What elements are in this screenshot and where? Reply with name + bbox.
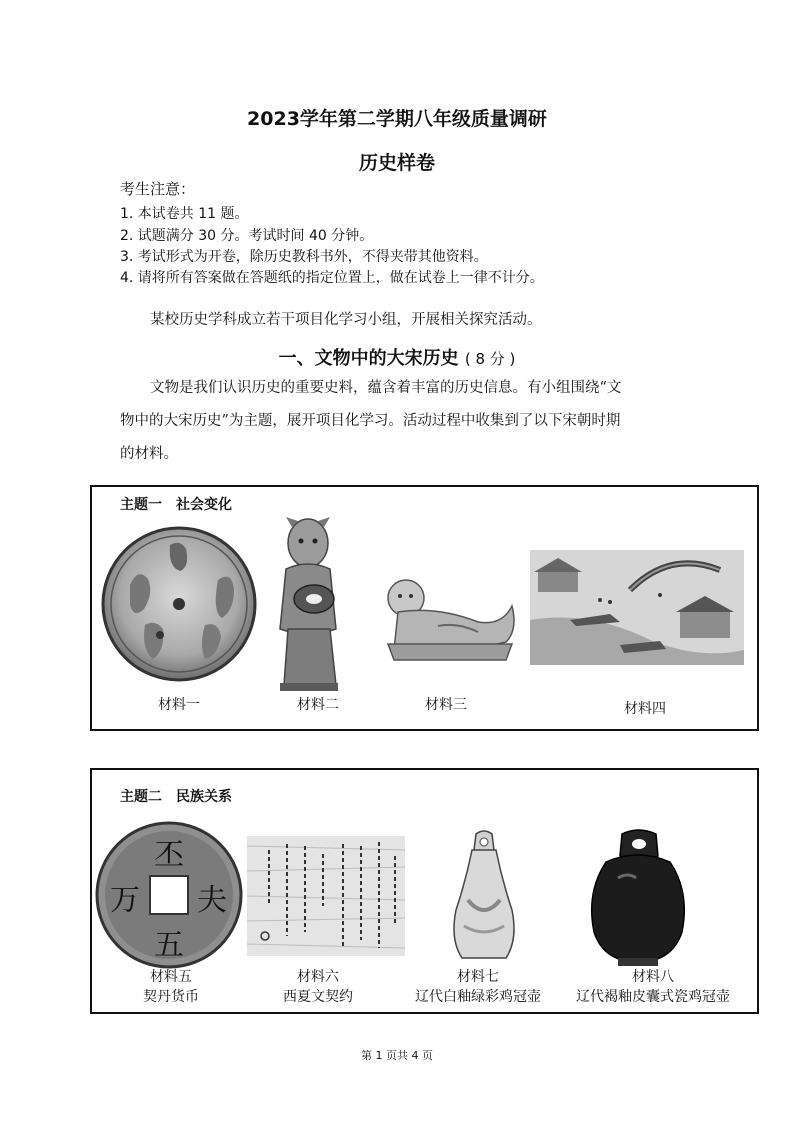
material6-desc: 西夏文契约 [283,989,353,1005]
coin-char-top: 丕 [154,838,184,873]
notice-heading: 考生注意： [120,180,196,198]
material6-caption [238,967,398,1007]
material2-caption: 材料二 [297,697,339,713]
theme2-title: 主题二 民族关系 [120,789,232,805]
page-subtitle: 历史样卷 [358,152,435,174]
material3-porcelain-pillow-image [378,572,520,664]
notice-item: 4. 请将所有答案做在答题纸的指定位置上，做在试卷上一律不计分。 [120,270,544,286]
page-title: 2023学年第二学期八年级质量调研 [247,108,547,130]
section-paragraph-line: 的材料。 [120,446,178,462]
section-title-text: 一、文物中的大宋历史 [278,348,459,369]
section-paragraph-line: 物中的大宋历史”为主题，展开项目化学习。活动过程中收集到了以下宋朝时期 [120,413,621,429]
material4-riverside-painting-image [530,550,744,665]
coin-char-left: 万 [110,883,140,918]
material6-label: 材料六 [297,969,339,985]
material4-caption: 材料四 [624,701,666,717]
notice-item: 1. 本试卷共 11 题。 [120,206,249,222]
intro-paragraph: 某校历史学科成立若干项目化学习小组，开展相关探究活动。 [150,312,542,328]
material7-white-glaze-pot-image [450,830,518,962]
material5-caption [91,967,251,1007]
material7-desc: 辽代白釉绿彩鸡冠壶 [415,989,541,1005]
page-number: 第 1 页共 4 页 [361,1049,433,1062]
material7-caption [398,967,558,1007]
material6-xixia-contract-image [247,836,405,956]
notice-item: 3. 考试形式为开卷，除历史教科书外，不得夹带其他资料。 [120,249,488,265]
section-points: ( 8 分 ) [464,350,516,368]
theme1-title: 主题一 社会变化 [120,497,232,513]
section-paragraph-line: 文物是我们认识历史的重要史料，蕴含着丰富的历史信息。有小组围绕“文 [150,380,622,396]
material3-caption: 材料三 [425,697,467,713]
material5-label: 材料五 [150,969,192,985]
material1-bronze-mirror-image [100,525,258,683]
coin-char-right: 夫 [197,883,227,918]
coin-char-bottom: 五 [154,928,184,963]
section-title [0,344,794,370]
material8-caption [558,967,748,1007]
material5-khitan-coin-image [94,820,244,970]
material8-desc: 辽代褐釉皮囊式瓷鸡冠壶 [576,989,730,1005]
material1-caption: 材料一 [158,697,200,713]
material8-label: 材料八 [632,969,674,985]
material8-brown-glaze-pot-image [588,828,688,968]
material7-label: 材料七 [457,969,499,985]
material2-clay-figure-image [262,513,354,693]
notice-item: 2. 试题满分 30 分。考试时间 40 分钟。 [120,228,374,244]
material5-desc: 契丹货币 [143,989,199,1005]
